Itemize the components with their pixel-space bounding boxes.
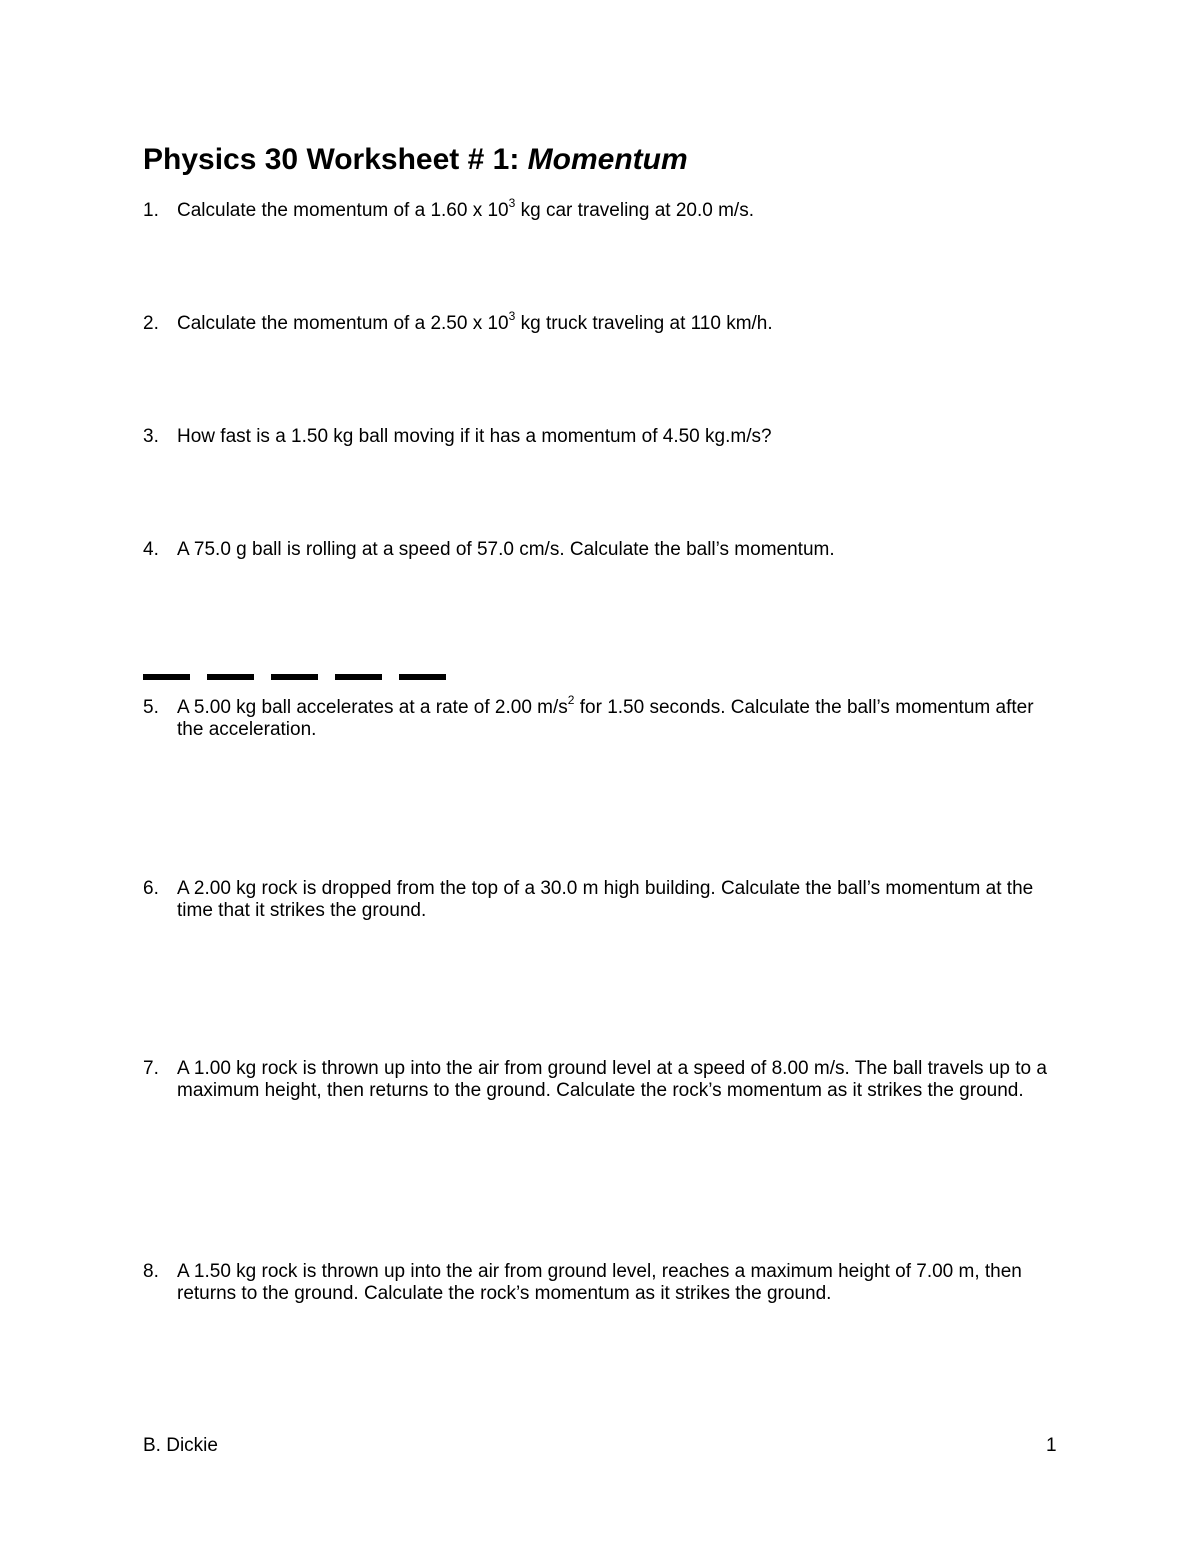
question-number: 6.	[143, 878, 159, 899]
divider-dash	[207, 674, 254, 680]
question-text: How fast is a 1.50 kg ball moving if it has a momentum of 4.50 kg.m/s?	[177, 426, 772, 447]
question-number: 5.	[143, 697, 159, 718]
question-number: 1.	[143, 200, 159, 221]
title-topic: Momentum	[527, 143, 688, 176]
question-8	[143, 1261, 1063, 1305]
question-5	[143, 692, 1063, 741]
question-4	[143, 539, 1063, 561]
question-text: A 5.00 kg ball accelerates at a rate of 2.00 $m/s^2$ for 1.50 seconds. Calculate the ball’s momentum after the acceleration.	[177, 692, 1034, 740]
title-prefix: Physics 30 Worksheet # 1:	[143, 143, 528, 176]
divider-dash	[335, 674, 382, 680]
question-number: 8.	[143, 1261, 159, 1282]
question-number: 4.	[143, 539, 159, 560]
footer-author: B. Dickie	[143, 1435, 218, 1456]
question-text: A 1.00 kg rock is thrown up into the air from ground level at a speed of 8.00 m/s. The ball travels up to a maximum height, then returns to the ground. Calculate the rock’s momentum as it strikes the ground.	[177, 1058, 1047, 1101]
question-text: A 2.00 kg rock is dropped from the top of a 30.0 m high building. Calculate the ball’s momentum at the time that it strikes the ground.	[177, 878, 1034, 921]
question-number: 2.	[143, 313, 159, 334]
divider-dash	[143, 674, 190, 680]
question-6	[143, 878, 1063, 922]
question-text: A 1.50 kg rock is thrown up into the air from ground level, reaches a maximum height of 7.00 m, then returns to the ground. Calculate the rock’s momentum as it strikes the ground.	[177, 1261, 1022, 1304]
worksheet-title	[143, 140, 688, 180]
dashed-divider	[143, 674, 453, 680]
question-2	[143, 308, 1063, 335]
question-number: 3.	[143, 426, 159, 447]
footer-page-number: 1	[1046, 1435, 1057, 1456]
question-text: Calculate the momentum of a 2.50 x $10^3$ kg truck traveling at 110 km/h.	[177, 308, 773, 334]
question-text: A 75.0 g ball is rolling at a speed of 57.0 cm/s. Calculate the ball’s momentum.	[177, 539, 835, 560]
divider-dash	[271, 674, 318, 680]
question-text: Calculate the momentum of a 1.60 x $10^3$ kg car traveling at 20.0 m/s.	[177, 195, 754, 221]
question-7	[143, 1058, 1063, 1102]
question-number: 7.	[143, 1058, 159, 1079]
divider-dash	[399, 674, 446, 680]
question-1	[143, 195, 1063, 222]
question-3	[143, 426, 1063, 448]
